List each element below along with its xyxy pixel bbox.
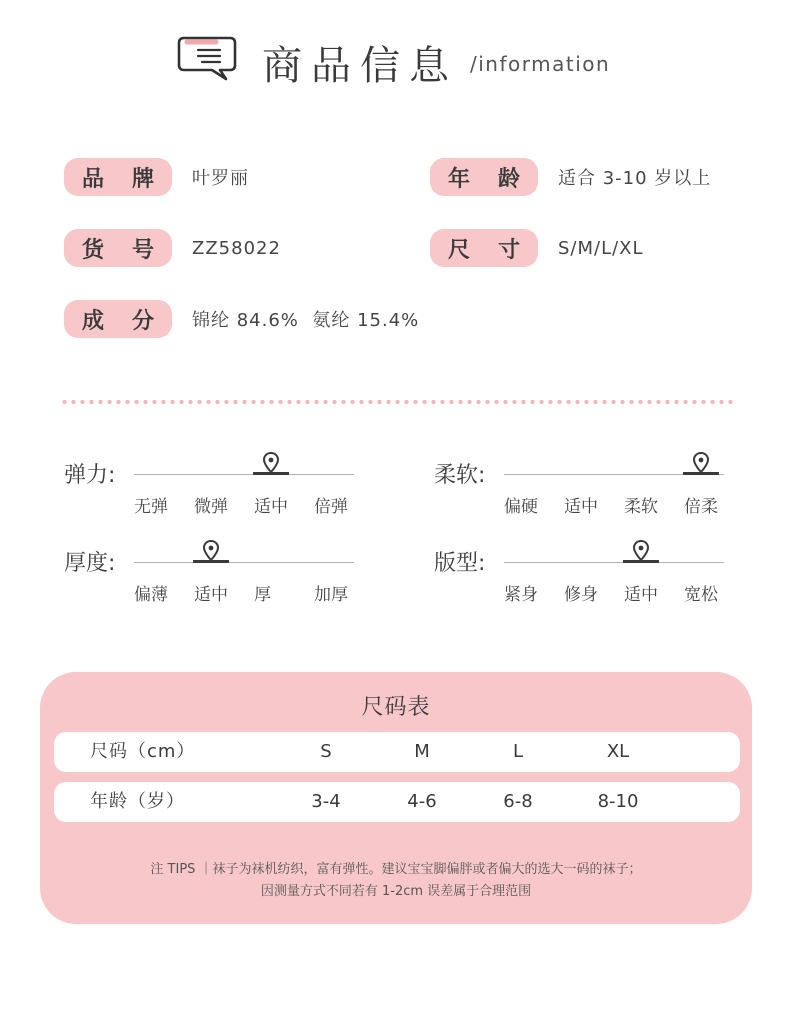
table-cell: L: [512, 741, 524, 762]
attr-option: 适中: [194, 585, 228, 605]
spec-label-pill: 年 龄: [430, 158, 538, 196]
table-row: [54, 732, 740, 772]
location-pin-icon: [263, 452, 279, 474]
spec-value: 叶罗丽: [192, 168, 249, 189]
section-title: 商品信息: [262, 43, 458, 89]
scale-line: [134, 474, 354, 475]
spec-size: [430, 229, 644, 267]
attr-elasticity: [64, 458, 384, 538]
spec-label-pill: 品 牌: [64, 158, 172, 196]
spec-value: 锦纶 84.6% 氨纶 15.4%: [192, 310, 420, 331]
spec-item-number: [64, 229, 281, 267]
attr-option: 紧身: [504, 585, 538, 605]
table-row: [54, 782, 740, 822]
size-chart-card: [40, 672, 752, 924]
table-cell: M: [414, 741, 430, 762]
spec-material: [64, 300, 419, 338]
spec-age: [430, 158, 711, 196]
location-pin-icon: [633, 540, 649, 562]
tips-text: 注 TIPS ｜袜子为袜机纺织，富有弹性。建议宝宝脚偏胖或者偏大的选大一码的袜子；: [150, 862, 642, 877]
spec-label-pill: 成 分: [64, 300, 172, 338]
spec-label-pill: 货 号: [64, 229, 172, 267]
attr-option: 适中: [254, 497, 288, 517]
table-cell: 8-10: [597, 791, 639, 812]
tips-text: 因测量方式不同若有 1-2cm 误差属于合理范围: [260, 884, 532, 899]
row-header: 尺码（cm）: [90, 741, 196, 762]
table-cell: 6-8: [503, 791, 533, 812]
attr-option: 微弹: [194, 497, 228, 517]
table-cell: 4-6: [407, 791, 437, 812]
attr-option: 宽松: [684, 585, 718, 605]
chat-bubble-icon: [176, 35, 238, 81]
attr-option: 倍柔: [684, 497, 718, 517]
dotted-divider: [60, 399, 736, 405]
section-header: [0, 30, 790, 90]
attr-option: 偏硬: [504, 497, 538, 517]
row-header: 年龄（岁）: [90, 791, 185, 812]
table-cell: 3-4: [311, 791, 341, 812]
attr-option: 厚: [254, 585, 271, 605]
section-subtitle: /information: [470, 52, 611, 76]
attr-option: 修身: [564, 585, 598, 605]
attr-options: [504, 580, 744, 605]
table-cell: S: [320, 741, 332, 762]
attr-options: [504, 492, 744, 517]
attr-thickness: [64, 546, 384, 626]
spec-value: ZZ58022: [192, 237, 281, 259]
attr-label: 厚度:: [64, 551, 116, 576]
attr-option: 加厚: [314, 585, 348, 605]
spec-brand: [64, 158, 249, 196]
attr-option: 适中: [624, 585, 658, 605]
table-cell: XL: [606, 741, 630, 762]
attr-softness: [434, 458, 754, 538]
spec-value: 适合 3-10 岁以上: [558, 168, 712, 189]
attr-option: 无弹: [134, 497, 168, 517]
scale-line: [134, 562, 354, 563]
size-chart-title: 尺码表: [361, 695, 431, 720]
attr-options: [134, 492, 374, 517]
location-pin-icon: [693, 452, 709, 474]
attr-fit: [434, 546, 754, 626]
location-pin-icon: [203, 540, 219, 562]
attr-label: 弹力:: [64, 463, 116, 488]
spec-label-pill: 尺 寸: [430, 229, 538, 267]
spec-value: S/M/L/XL: [558, 237, 644, 259]
scale-line: [504, 562, 724, 563]
attr-option: 偏薄: [134, 585, 168, 605]
attr-label: 柔软:: [434, 463, 486, 488]
attr-option: 柔软: [624, 497, 658, 517]
attr-label: 版型:: [434, 551, 486, 576]
attr-option: 适中: [564, 497, 598, 517]
attr-options: [134, 580, 374, 605]
attr-option: 倍弹: [314, 497, 348, 517]
